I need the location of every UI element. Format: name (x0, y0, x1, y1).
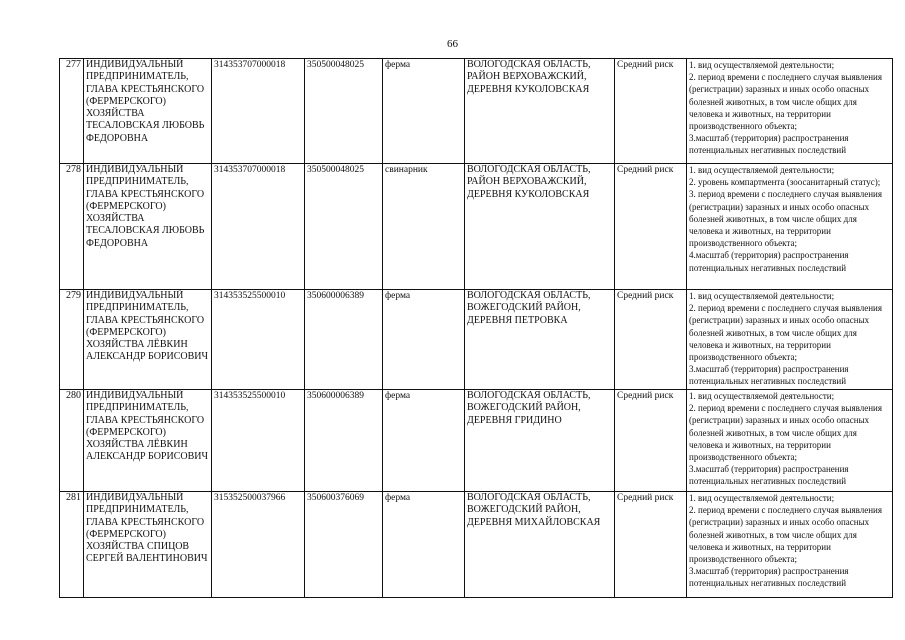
object-type-cell: ферма (383, 59, 465, 164)
inn-cell: 314353707000018 (212, 164, 305, 290)
table-row (60, 290, 893, 390)
criteria-item: 1. вид осуществляемой деятельности; (689, 493, 835, 503)
address-cell: ВОЛОГОДСКАЯ ОБЛАСТЬ, РАЙОН ВЕРХОВАЖСКИЙ, ДЕРЕВНЯ КУКОЛОВСКАЯ (465, 164, 615, 290)
ogrn-cell: 350600006389 (305, 290, 383, 390)
row-number: 279 (60, 290, 84, 390)
ogrn-cell: 350600376069 (305, 492, 383, 598)
row-number: 277 (60, 59, 84, 164)
criteria-item: 1. вид осуществляемой деятельности; (689, 391, 835, 401)
criteria-item: 3.масштаб (территория) распространения потенциальных негативных последствий (689, 566, 849, 589)
table-row (60, 492, 893, 598)
row-number: 278 (60, 164, 84, 290)
criteria-item: 3.масштаб (территория) распространения потенциальных негативных последствий (689, 133, 849, 156)
criteria-cell (687, 59, 893, 164)
criteria-cell (687, 290, 893, 390)
criteria-item: 1. вид осуществляемой деятельности; (689, 60, 835, 70)
entity-name: ИНДИВИДУАЛЬНЫЙ ПРЕДПРИНИМАТЕЛЬ, ГЛАВА КРЕСТЬЯНСКОГО (ФЕРМЕРСКОГО) ХОЗЯЙСТВА ТЕСАЛОВСКАЯ ЛЮБОВЬ ФЕДОРОВНА (84, 59, 212, 164)
criteria-item: 2. период времени с последнего случая выявления (регистрации) заразных и иных особо опасных болезней животных, в том числе общих для человека и животных, на территории производственного объекта; (689, 72, 882, 132)
row-number: 280 (60, 390, 84, 492)
page-number: 66 (447, 38, 458, 50)
criteria-item: 2. уровень компартмента (зоосанитарный статус); (689, 177, 881, 188)
criteria-item: 1. вид осуществляемой деятельности; (689, 165, 835, 175)
object-type-cell: ферма (383, 492, 465, 598)
ogrn-cell: 350600006389 (305, 390, 383, 492)
ogrn-cell: 350500048025 (305, 59, 383, 164)
address-cell: ВОЛОГОДСКАЯ ОБЛАСТЬ, ВОЖЕГОДСКИЙ РАЙОН, ДЕРЕВНЯ ПЕТРОВКА (465, 290, 615, 390)
inn-cell: 315352500037966 (212, 492, 305, 598)
entity-name: ИНДИВИДУАЛЬНЫЙ ПРЕДПРИНИМАТЕЛЬ, ГЛАВА КРЕСТЬЯНСКОГО (ФЕРМЕРСКОГО) ХОЗЯЙСТВА СПИЦОВ СЕРГЕЙ ВАЛЕНТИНОВИЧ (84, 492, 212, 598)
address-cell: ВОЛОГОДСКАЯ ОБЛАСТЬ, ВОЖЕГОДСКИЙ РАЙОН, ДЕРЕВНЯ ГРИДИНО (465, 390, 615, 492)
object-type-cell: ферма (383, 390, 465, 492)
row-number: 281 (60, 492, 84, 598)
entity-name: ИНДИВИДУАЛЬНЫЙ ПРЕДПРИНИМАТЕЛЬ, ГЛАВА КРЕСТЬЯНСКОГО (ФЕРМЕРСКОГО) ХОЗЯЙСТВА ЛЁВКИН АЛЕКСАНДР БОРИСОВИЧ (84, 390, 212, 492)
criteria-item: 2. период времени с последнего случая выявления (регистрации) заразных и иных особо опасных болезней животных, в том числе общих для человека и животных, на территории производственного объекта; (689, 403, 882, 463)
inn-cell: 314353707000018 (212, 59, 305, 164)
criteria-item: 3.масштаб (территория) распространения потенциальных негативных последствий (689, 464, 849, 487)
risk-category-cell: Средний риск (615, 390, 687, 492)
table-row (60, 164, 893, 290)
entity-name: ИНДИВИДУАЛЬНЫЙ ПРЕДПРИНИМАТЕЛЬ, ГЛАВА КРЕСТЬЯНСКОГО (ФЕРМЕРСКОГО) ХОЗЯЙСТВА ТЕСАЛОВСКАЯ ЛЮБОВЬ ФЕДОРОВНА (84, 164, 212, 290)
ogrn-cell: 350500048025 (305, 164, 383, 290)
criteria-cell (687, 164, 893, 290)
criteria-item: 1. вид осуществляемой деятельности; (689, 291, 835, 301)
object-type-cell: ферма (383, 290, 465, 390)
risk-category-cell: Средний риск (615, 492, 687, 598)
object-type-cell: свинарник (383, 164, 465, 290)
criteria-item: 4.масштаб (территория) распространения потенциальных негативных последствий (689, 250, 849, 273)
inn-cell: 314353525500010 (212, 290, 305, 390)
table-row (60, 59, 893, 164)
risk-category-cell: Средний риск (615, 290, 687, 390)
risk-category-cell: Средний риск (615, 164, 687, 290)
criteria-item: 3.масштаб (территория) распространения потенциальных негативных последствий (689, 364, 849, 387)
address-cell: ВОЛОГОДСКАЯ ОБЛАСТЬ, ВОЖЕГОДСКИЙ РАЙОН, ДЕРЕВНЯ МИХАЙЛОВСКАЯ (465, 492, 615, 598)
criteria-cell (687, 390, 893, 492)
entity-name: ИНДИВИДУАЛЬНЫЙ ПРЕДПРИНИМАТЕЛЬ, ГЛАВА КРЕСТЬЯНСКОГО (ФЕРМЕРСКОГО) ХОЗЯЙСТВА ЛЁВКИН АЛЕКСАНДР БОРИСОВИЧ (84, 290, 212, 390)
risk-category-cell: Средний риск (615, 59, 687, 164)
address-cell: ВОЛОГОДСКАЯ ОБЛАСТЬ, РАЙОН ВЕРХОВАЖСКИЙ, ДЕРЕВНЯ КУКОЛОВСКАЯ (465, 59, 615, 164)
inn-cell: 314353525500010 (212, 390, 305, 492)
registry-table (59, 58, 893, 598)
criteria-item: 2. период времени с последнего случая выявления (регистрации) заразных и иных особо опасных болезней животных, в том числе общих для человека и животных, на территории производственного объекта; (689, 505, 882, 565)
criteria-item: 3. период времени с последнего случая выявления (регистрации) заразных и иных особо опасных болезней животных, в том числе общих для человека и животных, на территории производственного объекта; (689, 189, 882, 249)
criteria-item: 2. период времени с последнего случая выявления (регистрации) заразных и иных особо опасных болезней животных, в том числе общих для человека и животных, на территории производственного объекта; (689, 303, 882, 363)
criteria-cell (687, 492, 893, 598)
table-row (60, 390, 893, 492)
